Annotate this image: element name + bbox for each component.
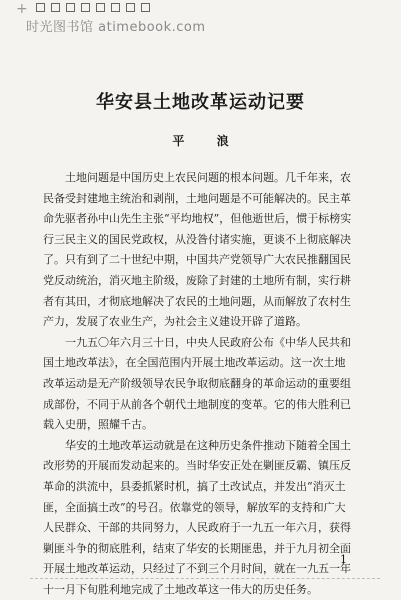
text-line: 土地问题是中国历史上农民问题的根本问题。几千年来，农 [43,171,351,184]
square-mark-icon [126,3,135,12]
page-title: 华安县土地改革运动记要 [96,92,305,113]
text-line: 民备受封建地主统治和剥削，土地问题是不可能解决的。民主革 [43,191,351,205]
text-line: 国土地改革法》，在全国范围内开展土地改革运动。这一次土地 [43,356,346,370]
square-mark-icon [66,3,75,12]
paragraph [43,436,373,600]
paragraph [43,168,373,333]
square-mark-icon [141,3,150,12]
bottom-divider [30,578,380,579]
text-line: 行三民主义的国民党政权，从没昝付诸实施，更谈不上彻底解决 [43,232,351,246]
text-line: 成部份，不同于从前各个朝代土地制度的变革。它的伟大胜利已 [43,397,351,411]
corner-mark-icon: + [16,1,28,17]
square-mark-icon [36,3,45,12]
text-line: 十一月下旬胜利地完成了土地改革这一伟大的历史任务。 [43,582,318,596]
paragraph [43,333,373,436]
text-line: 华安的土地改革运动就是在这种历史条件推动下随着全国土 [43,438,351,452]
square-mark-icon [96,3,105,12]
square-mark-icon [81,3,90,12]
text-line: 者有其田，才彻底地解决了农民的土地问题，从而解放了农村生 [43,294,351,308]
text-line: 改形势的开展而发动起来的。当时华安正处在剿匪反霸、镇压反 [43,459,351,473]
text-line: 产力，发展了农业生产，为社会主义建设开辟了道路。 [43,315,307,329]
text-line: 了。只有到了二十世纪中期，中国共产党领导广大农民推翻国民 [43,253,351,267]
text-line: 命先驱者孙中山先生主张“平均地权”，但他逝世后，惯于标榜实 [43,212,352,226]
text-line: 匪，全面搞土改”的号召。依靠党的领导，解放军的支持和广大 [43,500,346,514]
watermark: 时光图书馆 atimebook.com [26,20,206,35]
square-mark-icon [111,3,120,12]
author-name: 平 浪 [172,134,243,148]
text-line: 党反动统治，消灭地主阶级，废除了封建的土地所有制，实行耕 [43,273,351,287]
square-mark-icon [51,3,60,12]
text-line: 载入史册，照耀千古。 [43,418,153,432]
registration-marks [36,3,150,12]
text-line: 改革运动是无产阶级领导农民争取彻底翻身的革命运动的重要组 [43,376,351,390]
article-body [43,168,373,600]
text-line: 一九五〇年六月三十日，中央人民政府公布《中华人民共和 [43,335,351,349]
text-line: 剿匪斗争的彻底胜利，结束了华安的长期匪患，并于九月初全面 [43,541,351,555]
text-line: 革命的洪流中，县委抓紧时机，搞了土改试点，并发出“消灭土 [43,479,346,493]
page-number: 1 [340,553,347,566]
text-line: 人民群众、干部的共同努力，人民政府于一九五一年六月，获得 [43,521,351,535]
text-line: 开展土地改革运动，只经过了不到三个月时间，就在一九五一年 [43,562,351,576]
